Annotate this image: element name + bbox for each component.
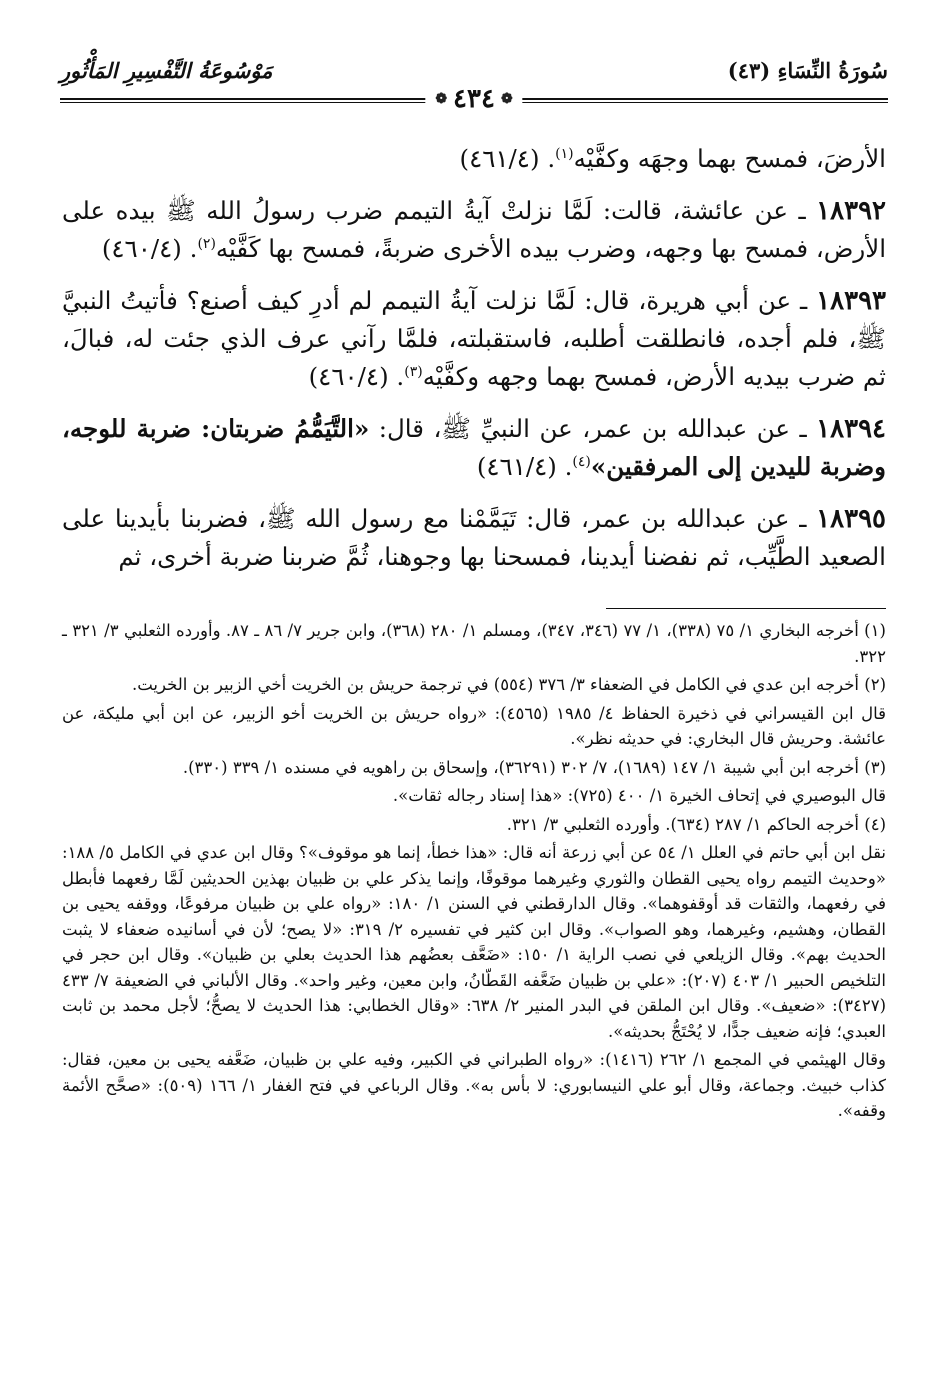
- book-title: مَوْسُوعَةُ التَّفْسِيرِ المَأْثُورِ: [60, 58, 273, 83]
- paragraph-text: ـ عن أبي هريرة، قال: لَمَّا نزلت آيةُ التيمم لم أدرِ كيف أصنع؟ فأتيتُ النبيَّ ﷺ، فلم أجده، فانطلقت أطلبه، فاستقبلته، فلمَّا رآني عرف الذي جئت له، فبالَ، ثم ضرب بيديه الأرض، فمسح بهما وجهه وكفَّيْه: [62, 286, 886, 391]
- footnote: (٣) أخرجه ابن أبي شيبة ١/ ١٤٧ (١٦٨٩)، ٧/ ٣٠٢ (٣٦٢٩١)، وإسحاق بن راهويه في مسنده ١/ ٣٣٩ (٣٣٠).: [182, 757, 886, 777]
- paragraph-text: ـ عن عبدالله بن عمر، قال: تَيَمَّمْنا مع رسول الله ﷺ، فضربنا بأيدينا على الصعيد الطَّيِّب، ثم نفضنا أيدينا، فمسحنا بها وجوهنا، ثُمَّ ضربنا ضربة أخرى، ثم: [62, 504, 886, 571]
- footnote: نقل ابن أبي حاتم في العلل ١/ ٥٤ عن أبي زرعة أنه قال: «هذا خطأ، إنما هو موقوف»؟ وقال ابن عدي في الكامل ٥/ ١٨٨: «وحديث التيمم رواه يحيى القطان والثوري وغيرهما موقوفًا، وإنما يذكر علي بن ظبيان بهذين الحديثين لَمَّا رفعهما فأبطل في رفعهما، والثقات قد أوقفوهما». وقال الدارقطني في السنن ١/ ١٨٠: «رواه علي بن ظبيان مرفوعًا، ووقفه يحيى بن القطان، وهشيم، وغيرهما، وهو الصواب». وقال ابن كثير في تفسيره ٢/ ٣١٩: «لا يصح؛ لأن في أسانيده ضعفاء لا يثبت الحديث بهم». وقال الزيلعي في نصب الراية ١/ ١٥٠: «ضَعَّف بعضُهم هذا الحديث بعلي بن ظبيان». وقال ابن حجر في التلخيص الحبير ١/ ٤٠٣ (٢٠٧): «علي بن ظبيان ضَعَّفه القَطّانُ، وابن معين، وغير واحد». وقال الألباني في الضعيفة ٧/ ٤٣٣ (٣٤٢٧): «ضعيف». وقال ابن الملقن في البدر المنير ٢/ ٦٣٨: «وقال الخطابي: هذا الحديث لا يصحُّ؛ لأجل محمد بن ثابت العبدي؛ فإنه ضعيف جدًّا، لا يُحْتَجُّ بحديثه».: [62, 843, 887, 1041]
- volume-reference: . (٤٦١/٤): [459, 144, 556, 173]
- paragraph: [62, 140, 886, 178]
- ornament-icon: ❁: [500, 91, 513, 107]
- footnote-marker: (١): [555, 145, 574, 162]
- ornament-icon: ❁: [435, 91, 448, 107]
- footnote: (٤) أخرجه الحاكم ١/ ٢٨٧ (٦٣٤). وأورده الثعلبي ٣/ ٣٢١.: [506, 814, 886, 834]
- paragraph-text: الأرضَ، فمسح بهما وجهَه وكفَّيْه: [573, 144, 886, 173]
- footnote-marker: (٢): [197, 235, 216, 252]
- footnote: قال ابن القيسراني في ذخيرة الحفاظ ٤/ ١٩٨٥ (٤٥٦٥): «رواه حريش بن الخريت أخو الزبير، عن ابن أبي مليكة، عن عائشة. وحريش قال البخاري: في حديثه نظر».: [62, 703, 886, 748]
- footnotes: [62, 618, 886, 1127]
- footnote-separator: [606, 608, 886, 609]
- paragraph: [62, 282, 886, 396]
- page-number-box: [425, 84, 522, 114]
- footnote: وقال الهيثمي في المجمع ١/ ٢٦٢ (١٤١٦): «رواه الطبراني في الكبير، وفيه علي بن ظبيان، ضَعَّفه يحيى بن معين، فقال: كذاب خبيث. وجماعة، وقال أبو علي النيسابوري: لا بأس به». وقال الرباعي في فتح الغفار ١/ ١٦٦ (٥٠٩): «صحَّح الأئمة وقفه».: [62, 1050, 886, 1120]
- hadith-number: ١٨٣٩٢: [816, 196, 886, 226]
- prophetic-quote: «التَّيَمُّمُ ضربتان: ضربة للوجه، وضربة لليدين إلى المرفقين»: [62, 414, 886, 481]
- volume-reference: . (٤٦٠/٤): [308, 362, 405, 391]
- hadith-number: ١٨٣٩٣: [816, 286, 886, 316]
- page-number: ٤٣٤: [453, 84, 495, 114]
- footnote-marker: (٣): [404, 363, 423, 380]
- paragraph-text: ـ عن عبدالله بن عمر، عن النبيِّ ﷺ، قال:: [369, 414, 817, 443]
- paragraph: [62, 192, 886, 268]
- paragraph-text: ـ عن عائشة، قالت: لَمَّا نزلتْ آيةُ التيمم ضرب رسولُ الله ﷺ بيده على الأرض، فمسح بها وجهه، وضرب بيده الأخرى ضربةً، فمسح بها كَفَّيْه: [62, 196, 886, 263]
- footnote-marker: (٤): [572, 453, 591, 470]
- hadith-number: ١٨٣٩٤: [816, 414, 886, 444]
- page-header: [60, 58, 888, 114]
- main-text: [62, 140, 886, 590]
- paragraph: [62, 410, 886, 486]
- surah-title: سُورَةُ النِّسَاءِ (٤٣): [727, 58, 888, 83]
- volume-reference: . (٤٦٠/٤): [101, 234, 198, 263]
- volume-reference: . (٤٦١/٤): [476, 452, 573, 481]
- footnote: قال البوصيري في إتحاف الخيرة ١/ ٤٠٠ (٧٢٥): «هذا إسناد رجاله ثقات».: [392, 786, 886, 805]
- hadith-number: ١٨٣٩٥: [816, 504, 886, 534]
- paragraph: [62, 500, 886, 576]
- footnote: (١) أخرجه البخاري ١/ ٧٥ (٣٣٨)، ١/ ٧٧ (٣٤٦، ٣٤٧)، ومسلم ١/ ٢٨٠ (٣٦٨)، وابن جرير ٧/ ٨٦ ـ ٨٧. وأورده الثعلبي ٣/ ٣٢١ ـ ٣٢٢.: [62, 621, 886, 666]
- footnote: (٢) أخرجه ابن عدي في الكامل في الضعفاء ٣/ ٣٧٦ (٥٥٤) في ترجمة حريش بن الخريت أخي الزبير بن الخريت.: [131, 675, 886, 694]
